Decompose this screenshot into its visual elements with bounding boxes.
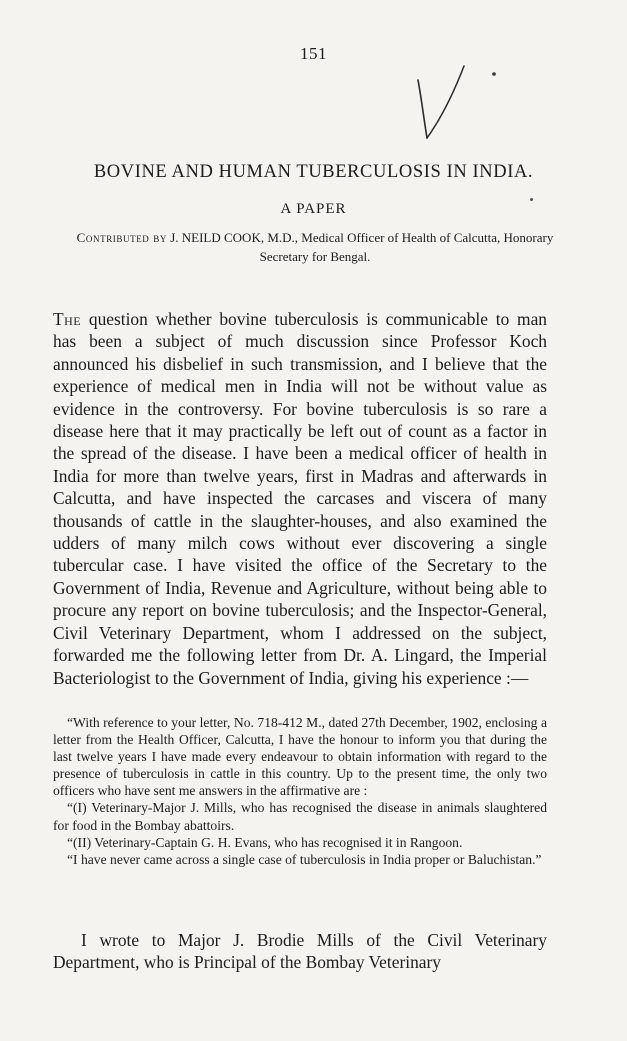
article-title: BOVINE AND HUMAN TUBERCULOSIS IN INDIA. — [93, 162, 534, 182]
closing-paragraph — [53, 929, 547, 974]
page-number: 151 — [300, 44, 327, 63]
body-paragraph-text: question whether bovine tuberculosis is communicable to man has been a subject of much discussion since Professor Koch announced his disbelief in such transmission, and I believe that the experience of medical men in India will not be without value as evidence in the controversy. For bovine tuberculosis is so rare a disease here that it may practically be left out of count as a factor in the spread of the disease. I have been a medical officer of health in India for more than twelve years, first in Madras and afterwards in Calcutta, and have inspected the carcases and viscera of many thousands of cattle in the slaughter-houses, and also examined the udders of many milch cows without ever discovering a single tubercular case. I have visited the office of the Secretary to the Government of India, Revenue and Agriculture, without being able to procure any report on bovine tuberculosis; and the Inspector-General, Civil Veterinary Department, whom I addressed on the subject, forwarded me the following letter from Dr. A. Lingard, the Imperial Bacteriologist to the Government of India, giving his experience :— — [53, 309, 547, 688]
byline-author: J. NEILD COOK, M.D., Medical Officer of Health of Calcutta, Honorary Secretary for Bengal. — [170, 230, 554, 264]
lead-word: The — [53, 309, 82, 329]
quote-paragraph: “(I) Veterinary-Major J. Mills, who has recognised the disease in animals slaughtered for food in the Bombay abattoirs. — [53, 800, 547, 833]
handwritten-check-mark — [408, 62, 508, 147]
quote-paragraph: “I have never came across a single case of tuberculosis in India proper or Baluchistan.” — [67, 851, 542, 867]
quoted-letter — [53, 714, 547, 868]
article-subtitle: A PAPER — [280, 201, 347, 217]
quote-paragraph: “With reference to your letter, No. 718-412 M., dated 27th December, 1902, enclosing a letter from the Health Officer, Calcutta, I have the honour to inform you that during the last twelve years I have made every endeavour to obtain information with regard to the presence of tuberculosis in cattle in this country. Up to the present time, the only two officers who have sent me answers in the affirmative are : — [53, 715, 547, 799]
closing-paragraph-text: I wrote to Major J. Brodie Mills of the Civil Veterinary Department, who is Principal of the Bombay Veterinary — [53, 930, 547, 973]
body-paragraph — [53, 308, 547, 689]
byline-lead: Contributed by — [76, 230, 167, 245]
quote-paragraph: “(II) Veterinary-Captain G. H. Evans, who has recognised it in Rangoon. — [67, 834, 463, 850]
article-byline — [60, 228, 570, 266]
